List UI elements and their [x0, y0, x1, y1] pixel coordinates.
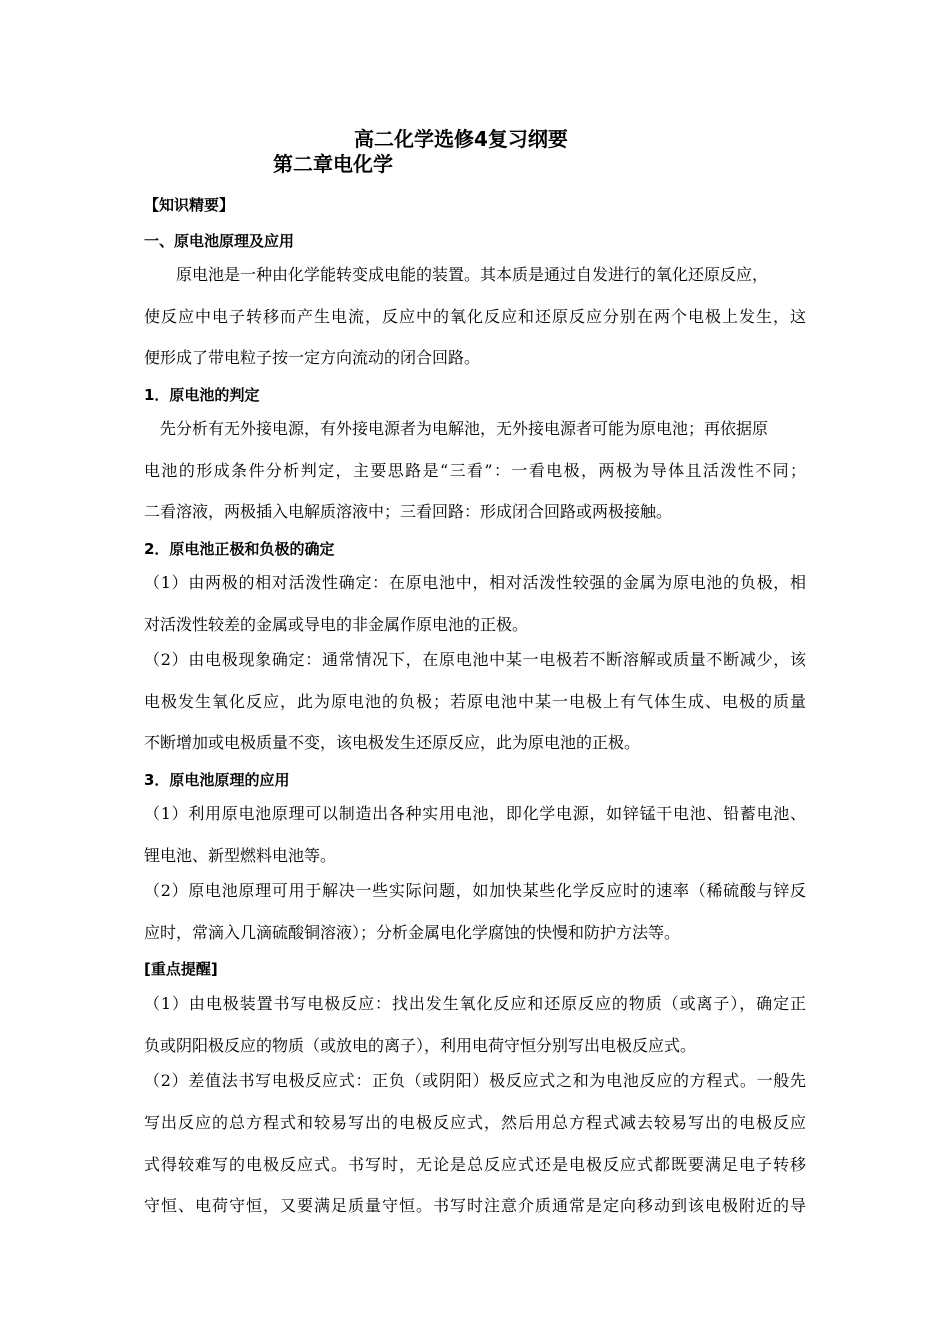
paragraph-line: （2）差值法书写电极反应式：正负（或阴阳）极反应式之和为电池反应的方程式。一般先: [144, 1071, 806, 1090]
paragraph-line: 便形成了带电粒子按一定方向流动的闭合回路。: [144, 348, 481, 367]
paragraph-line: 先分析有无外接电源，有外接电源者为电解池，无外接电源者可能为原电池；再依据原: [160, 419, 769, 438]
paragraph-line: 式得较难写的电极反应式。书写时，无论是总反应式还是电极反应式都既要满足电子转移: [144, 1155, 806, 1174]
paragraph-line: 对活泼性较差的金属或导电的非金属作原电池的正极。: [144, 615, 529, 634]
paragraph-line: 写出反应的总方程式和较易写出的电极反应式，然后用总方程式减去较易写出的电极反应: [144, 1113, 806, 1132]
paragraph-line: 二看溶液，两极插入电解质溶液中；三看回路：形成闭合回路或两极接触。: [144, 502, 673, 521]
heading-key-points: [重点提醒]: [144, 960, 218, 978]
paragraph-line: （1）由两极的相对活泼性确定：在原电池中，相对活泼性较强的金属为原电池的负极，相: [144, 573, 806, 592]
heading-applications: 3．原电池原理的应用: [144, 771, 290, 789]
paragraph-line: 守恒、电荷守恒，又要满足质量守恒。书写时注意介质通常是定向移动到该电极附近的导: [144, 1196, 806, 1215]
paragraph-line: 电池的形成条件分析判定，主要思路是“三看”：一看电极，两极为导体且活泼性不同；: [144, 461, 806, 480]
paragraph-line: 使反应中电子转移而产生电流，反应中的氧化反应和还原反应分别在两个电极上发生，这: [144, 307, 806, 326]
paragraph-line: 应时，常滴入几滴硫酸铜溶液）；分析金属电化学腐蚀的快慢和防护方法等。: [144, 923, 681, 942]
section-label: 【知识精要】: [144, 196, 235, 214]
paragraph-line: （2）由电极现象确定：通常情况下，在原电池中某一电极若不断溶解或质量不断减少，该: [144, 650, 806, 669]
document-title: 高二化学选修4复习纲要: [354, 127, 568, 151]
paragraph-line: 不断增加或电极质量不变，该电极发生还原反应，此为原电池的正极。: [144, 733, 641, 752]
paragraph-line: 锂电池、新型燃料电池等。: [144, 846, 337, 865]
paragraph-line: （1）由电极装置书写电极反应：找出发生氧化反应和还原反应的物质（或离子），确定正: [144, 994, 806, 1013]
paragraph-line: （2）原电池原理可用于解决一些实际问题，如加快某些化学反应时的速率（稀硫酸与锌反: [144, 881, 806, 900]
heading-cell-judgement: 1．原电池的判定: [144, 386, 260, 404]
chapter-title: 第二章电化学: [273, 152, 393, 176]
paragraph-line: 原电池是一种由化学能转变成电能的装置。其本质是通过自发进行的氧化还原反应，: [176, 265, 769, 284]
heading-primary-cell: 一、原电池原理及应用: [144, 232, 295, 250]
paragraph-line: 电极发生氧化反应，此为原电池的负极；若原电池中某一电极上有气体生成、电极的质量: [144, 692, 806, 711]
paragraph-line: 负或阴阳极反应的物质（或放电的离子），利用电荷守恒分别写出电极反应式。: [144, 1036, 697, 1055]
paragraph-line: （1）利用原电池原理可以制造出各种实用电池，即化学电源，如锌锰干电池、铅蓄电池、: [144, 804, 806, 823]
heading-electrodes: 2．原电池正极和负极的确定: [144, 540, 335, 558]
